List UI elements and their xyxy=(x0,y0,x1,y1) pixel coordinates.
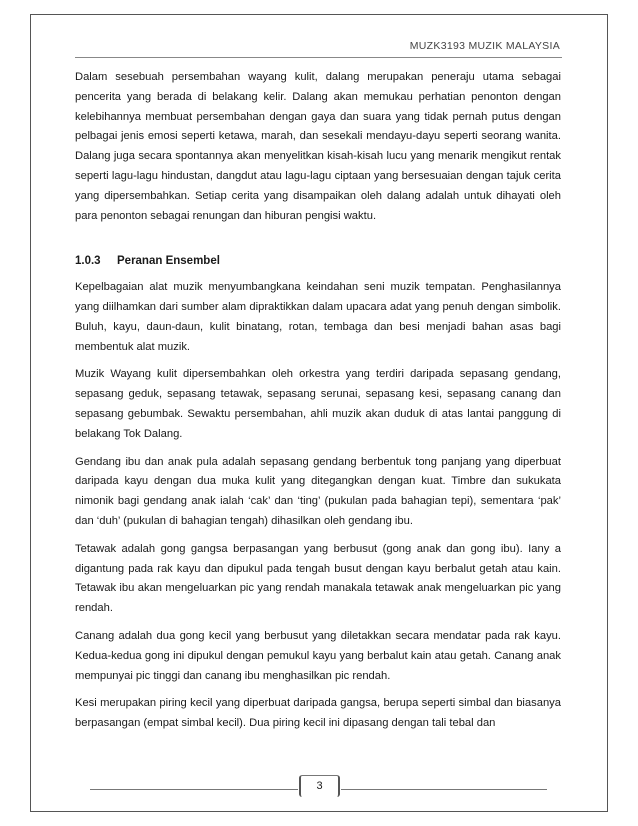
paragraph: Tetawak adalah gong gangsa berpasangan yang berbusut (gong anak dan gong ibu). Iany a digantung pada rak kayu dan dipukul pada tengah busut dengan kayu berbalut getah atau kain. Tetawak ibu akan mengeluarkan pic yang rendah manakala tetawak anak mengeluarkan pic yang rendah. xyxy=(75,542,561,615)
paragraph: Gendang ibu dan anak pula adalah sepasang gendang berbentuk tong panjang yang diperbuat daripada kayu dengan dua muka kulit yang ditegangkan dengan kuat. Timbre dan sukukata nimonik bagi gendang anak ialah ‘cak’ dan ‘ting’ (pukulan pada bahagian tepi), sementara ‘pak’ dan ‘duh’ (pukulan di bahagian tengah) dihasilkan oleh gendang ibu. xyxy=(75,455,561,527)
section-title: Peranan Ensembel xyxy=(117,255,220,268)
running-header: MUZK3193 MUZIK MALAYSIA xyxy=(409,40,560,52)
footer-rule-right xyxy=(341,789,547,790)
header-rule xyxy=(75,57,562,58)
section-heading xyxy=(75,252,561,272)
paragraph: Canang adalah dua gong kecil yang berbusut yang diletakkan secara mendatar pada rak kayu. Kedua-kedua gong ini dipukul dengan pemukul kayu yang berbalut kain atau getah. Canang anak mempunyai pic tinggi dan canang ibu menghasilkan pic rendah. xyxy=(75,629,561,682)
paragraph: Muzik Wayang kulit dipersembahkan oleh orkestra yang terdiri daripada sepasang gendang, sepasang geduk, sepasang tetawak, sepasang serunai, sepasang kesi, sepasang canang dan sepasang gebumbak. Sewaktu persembahan, ahli muzik akan duduk di atas lantai panggung di belakang Tok Dalang. xyxy=(75,368,561,440)
paragraph: Kepelbagaian alat muzik menyumbangkana keindahan seni muzik tempatan. Penghasilannya yang diilhamkan dari sumber alam dipraktikkan dalam upacara adat yang penuh dengan simbolik. Buluh, kayu, daun-daun, kulit binatang, rotan, tembaga dan besi menjadi bahan asas bagi membentuk alat muzik. xyxy=(75,281,561,353)
footer-rule-left xyxy=(90,789,298,790)
paragraph: Kesi merupakan piring kecil yang diperbuat daripada gangsa, berupa seperti simbal dan biasanya berpasangan (empat simbal kecil). Dua piring kecil ini dipasang dengan tali tebal dan xyxy=(75,697,561,730)
document-body xyxy=(75,68,561,742)
paragraph-dalang: Dalam sesebuah persembahan wayang kulit, dalang merupakan peneraju utama sebagai pencerita yang berada di belakang kelir. Dalang akan memukau perhatian penonton dengan kelebihannya membuat persembahan dengan gaya dan suara yang tidak pernah putus dengan pelbagai jenis emosi seperti ketawa, marah, dan sesekali mendayu-dayu seperti seorang wanita. Dalang juga secara spontannya akan menyelitkan kisah-kisah lucu yang menarik mengikut rentak seperti lagu-lagu hindustan, dangdut atau lagu-lagu ciptaan yang bersesuaian dengan tajuk cerita yang dipersembahkan. Setiap cerita yang disampaikan oleh dalang adalah untuk dihayati oleh para penonton sebagai renungan dan hiburan pengisi waktu. xyxy=(75,71,561,222)
page-number: 3 xyxy=(299,775,340,797)
section-number: 1.0.3 xyxy=(75,255,101,268)
